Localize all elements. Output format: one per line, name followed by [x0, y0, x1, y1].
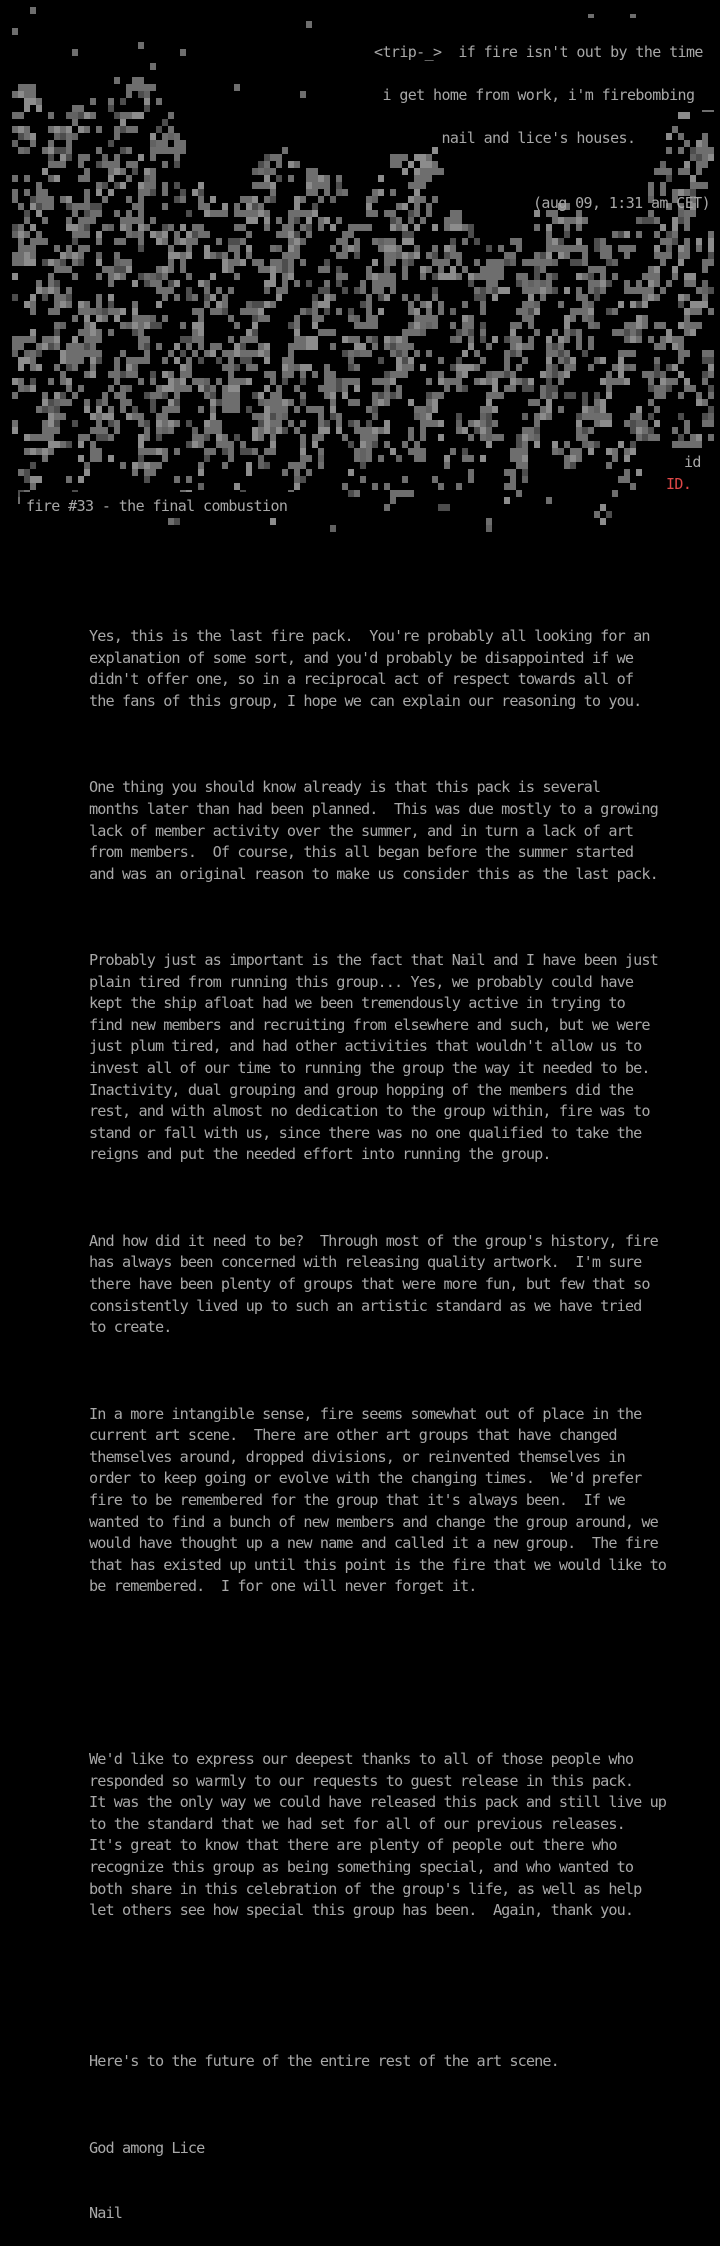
- letter-body: [89, 583, 719, 2246]
- artist-tag-small: id: [684, 453, 701, 471]
- signature-lice: God among Lice: [89, 2138, 205, 2157]
- pack-title: fire #33 - the final combustion: [26, 497, 288, 515]
- irc-quote: [350, 20, 710, 236]
- thanks-paragraph: We'd like to express our deepest thanks to all of those people who responded so warmly to our requests to guest release in this pack. It was the only way we could have released this pack and still live up to the standard that we had set for all of our previous releases. It's great to know that there are plenty of people out there who recognize this group as being something special, and who wanted to both share in this celebration of the group's life, as well as help let others see how special this group has been. Again, thank you.: [89, 1750, 667, 1920]
- paragraph-4: And how did it need to be? Through most of the group's history, fire has always been concerned with releasing quality artwork. I'm sure there have been plenty of groups that were more fun, but few that so consistently lived up to such an artistic standard as we have tried to create.: [89, 1231, 658, 1337]
- paragraph-3: Probably just as important is the fact that Nail and I have been just plain tired from running this group... Yes, we probably could have kept the ship afloat had we been tremendously active in trying to find new members and recruiting from elsewhere and such, but we were just plum tired, and had other activities that wouldn't allow us to invest all of our time to running the group the way it needed to be. Inactivity, dual grouping and group hopping of the members did the rest, and with almost no dedication to the group within, fire was to stand or fall with us, since there was no one qualified to take the reigns and put the needed effort into running the group.: [89, 951, 658, 1164]
- paragraph-1: Yes, this is the last fire pack. You're probably all looking for an explanation of some sort, and you'd probably be disappointed if we didn't offer one, so in a reciprocal act of respect towards all of the fans of this group, I hope we can explain our reasoning to you.: [89, 627, 650, 710]
- quote-line-3: nail and lice's houses.: [441, 128, 636, 147]
- closing-line: Here's to the future of the entire rest of the art scene.: [89, 2052, 559, 2071]
- artist-tag-red: ID.: [666, 475, 692, 493]
- paragraph-5: In a more intangible sense, fire seems somewhat out of place in the current art scene. There are other art groups that have changed themselves around, dropped divisions, or reinvented themselves in order to keep going or evolve with the changing times. We'd prefer fire to be remembered for the group that it's always been. If we wanted to find a bunch of new members and change the group around, we would have thought up a new name and called it a new group. The fire that has existed up until this point is the fire that we would like to be remembered. I for one will never forget it.: [89, 1404, 667, 1596]
- paragraph-2: One thing you should know already is that this pack is several months later than had been planned. This was due mostly to a growing lack of member activity over the summer, and in turn a lack of art from members. Of course, this all began before the summer started and was an original reason to make us consider this as the last pack.: [89, 778, 658, 883]
- quote-line-1: <trip-_> if fire isn't out by the time: [374, 42, 703, 61]
- quote-line-2: i get home from work, i'm firebombing: [382, 85, 695, 104]
- quote-timestamp: (aug 09, 1:31 am CET): [532, 193, 710, 212]
- signature-nail: Nail: [89, 2203, 122, 2222]
